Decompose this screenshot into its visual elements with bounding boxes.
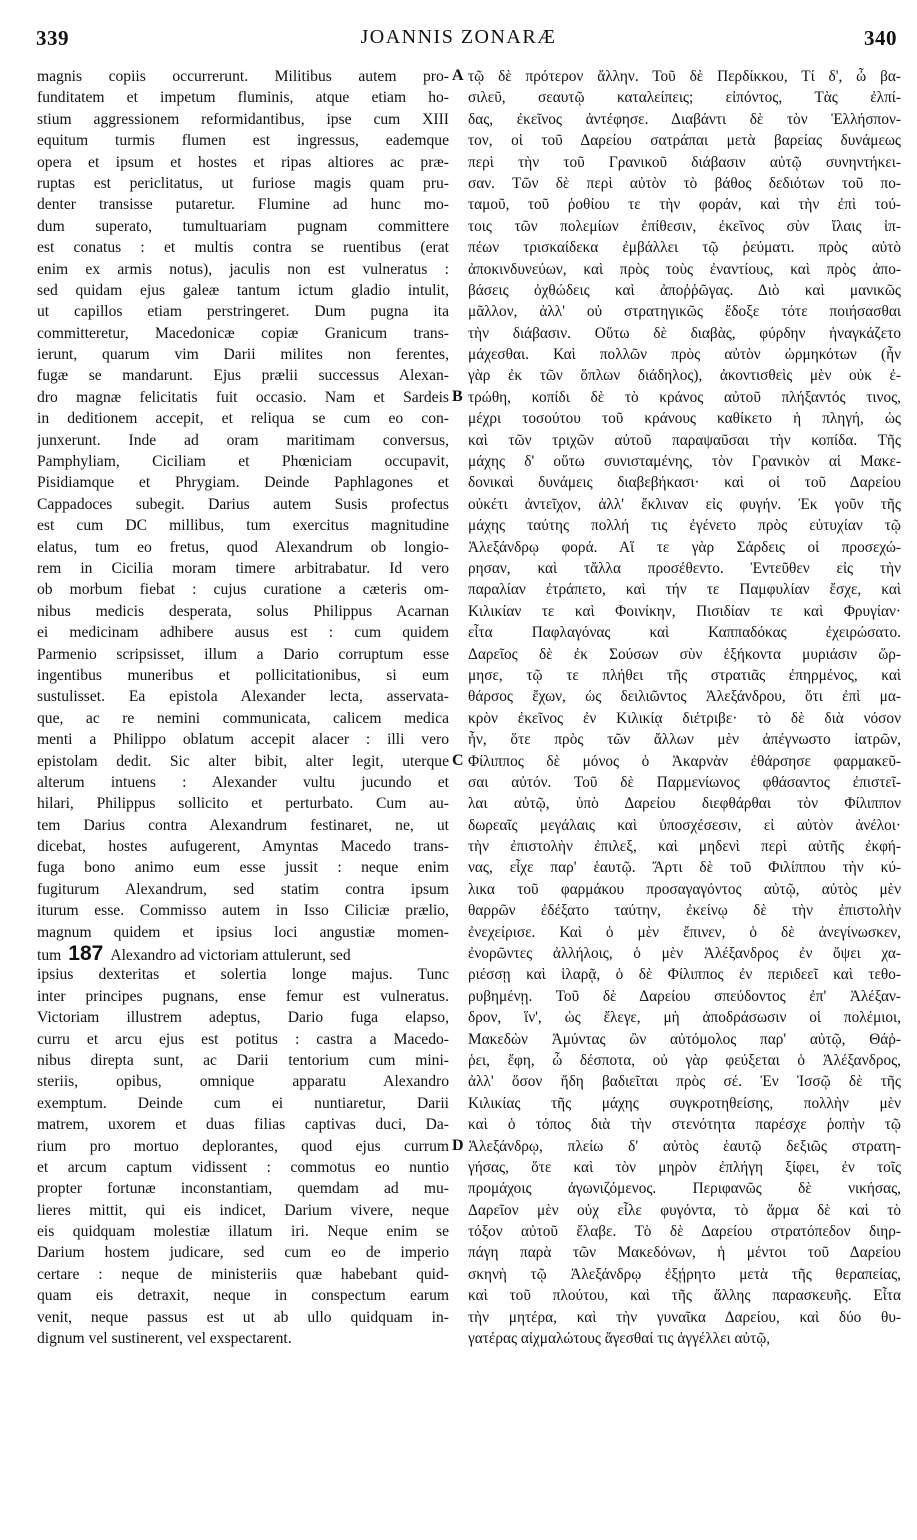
greek-line: ῥει, ἔφη, ὦ δέσποτα, οὐ γὰρ φεύξεται ὁ Ἀλέξανδρος, <box>468 1051 901 1069</box>
latin-line: committeretur, Macedonicæ copiæ Granicum trans- <box>37 324 449 342</box>
latin-line: fugæ se mandarunt. Ejus prælii successus Alexan- <box>37 367 449 385</box>
greek-line: σκηνὴ τῷ Ἀλεξάνδρῳ ἐξῄρητο μετὰ τῆς θεραπείας, <box>468 1265 901 1283</box>
latin-line: venit, neque passus est ut ab ullo quidquam in- <box>37 1308 449 1326</box>
latin-line: est cum DC millibus, tum exercitus magnitudine <box>37 517 449 535</box>
latin-line: epistolam dedit. Sic alter bibit, alter legit, uterque <box>37 752 449 770</box>
greek-line: Κιλικίας τῆς μάχης συγκροτηθείσης, πολλὴν μὲν <box>468 1094 901 1112</box>
latin-line: est conatus : et multis contra se ruentibus (erat <box>37 239 449 257</box>
latin-line: et arcum captum vidissent : commotus eo nuntio <box>37 1158 449 1176</box>
greek-line: θάρσος ἔχων, ὡς δειλιῶντος Ἀλεξάνδρου, ὅτι ἐπὶ μα- <box>468 688 901 706</box>
greek-line: τρώθη, κοπίδι δὲ τὸ κράνος αὐτοῦ πλήξαντός τινος, <box>468 388 901 406</box>
marginal-number: 187 <box>68 943 104 965</box>
greek-line: μέχρι τοσούτου τοῦ κράνους καθίκετο ἡ πληγή, ὡς <box>468 410 901 428</box>
page-number-right: 340 <box>864 26 897 50</box>
latin-line: quam eis detraxit, neque in conspectum earum <box>37 1287 449 1305</box>
greek-line: παραλίαν ἐτράπετο, καὶ τήν τε Παμφυλίαν ἔσχε, καὶ <box>468 581 901 599</box>
greek-line: πέων τρισκαίδεκα ἐμβάλλει τῷ ῥεύματι. πρὸς αὐτὸ <box>468 239 901 257</box>
greek-line: τὴν μητέρα, καὶ τὴν γυναῖκα Δαρείου, καὶ δύο θυ- <box>468 1308 901 1326</box>
greek-line: καὶ τῶν τριχῶν αὐτοῦ παραψαῦσαι τὴν κοπίδα. Τῆς <box>468 431 901 449</box>
latin-line: Pamphyliam, Ciciliam et Phœniciam occupavit, <box>37 453 449 471</box>
latin-line: ob morbum fiebat : cujus curatione a cæteris om- <box>37 581 449 599</box>
greek-line: δρον, ἵν', ὡς ἔλεγε, μὴ ἀποδράσωσιν οἱ πολέμιοι, <box>468 1009 901 1027</box>
latin-line: dro magnæ felicitatis fuit occasio. Nam et Sardeis <box>37 388 449 406</box>
greek-line: ἐνεχείρισε. Καὶ ὁ μὲν ἔπινεν, ὁ δὲ ἀνεγίνωσκεν, <box>468 923 901 941</box>
latin-line: inter principes pugnans, ense femur est vulneratus. <box>37 987 449 1005</box>
latin-line: hilari, Philippus sollicito et perturbato. Cum au- <box>37 795 449 813</box>
greek-line: τοις τῶν πολεμίων ἐπίθεσιν, ἐκεῖνος σὺν ἴλαις ἱπ- <box>468 217 901 235</box>
latin-line: Pisidiamque et Phrygiam. Deinde Paphlagones et <box>37 474 449 492</box>
latin-line: nibus medicis desperata, solus Philippus Acarnan <box>37 602 449 620</box>
greek-line: γατέρας αἰχμαλώτους ἄγεσθαί τις ἀγγέλλει αὐτῷ, <box>468 1330 771 1348</box>
section-marker-b: B <box>452 388 463 405</box>
latin-line: propter fortunæ inconstantiam, quemdam ad mu- <box>37 1180 449 1198</box>
greek-line: γὰρ ἐκ τῶν ὅπλων διάδηλος), ἀκοντισθεὶς μὲν οὐκ ἐ- <box>468 367 901 385</box>
greek-line: Ἀλεξάνδρῳ φορά. Αἵ τε γὰρ Σάρδεις οἱ προσεχώ- <box>468 538 901 556</box>
latin-line: Parmenio scripsisset, illum a Dario corruptum esse <box>37 645 449 663</box>
latin-line: Darium hostem judicare, sed cum eo de imperio <box>37 1244 449 1262</box>
latin-line: magnum quidem et ipsius loci angustiæ momen- <box>37 923 449 941</box>
latin-line: in deditionem accepit, et reliqua se cum eo con- <box>37 410 449 428</box>
greek-line: ἀλλ' ὅσον ἤδη βαδιεῖται πρὸς σέ. Ἐν Ἰσσῷ δὲ τῆς <box>468 1073 901 1091</box>
latin-line: rem in Cicilia moram timere arbitrabatur. Id vero <box>37 559 449 577</box>
latin-line: elatus, tum eo fretus, quod Alexandrum ob longio- <box>37 538 449 556</box>
greek-line: μᾶλλον, ἀλλ' οὐ στρατηγικῶς ἔδοξε τότε ποιήσασθαι <box>468 303 901 321</box>
latin-line: dicebat, hostes aufugerent, Amyntas Macedo trans- <box>37 838 449 856</box>
latin-line: stium aggressionem reformidantibus, ipse cum XIII <box>37 110 449 128</box>
greek-line: σαι αὐτόν. Τοῦ δὲ Παρμενίωνος φθάσαντος ἐπιστεῖ- <box>468 773 901 791</box>
latin-line: certare : neque de ministeriis quæ habebant quid- <box>37 1265 449 1283</box>
greek-line: μάχης ταύτης πολλή τις ἐγένετο πρὸς εὐτυχίαν τῷ <box>468 517 901 535</box>
latin-line: fuga bono animo eum esse jussit : neque enim <box>37 859 449 877</box>
latin-line: Victoriam illustrem adeptus, Dario fuga elapso, <box>37 1009 449 1027</box>
latin-line: tem Darius contra Alexandrum festinaret, ne, ut <box>37 816 449 834</box>
page-header <box>0 26 917 56</box>
greek-line: καὶ τοῦ πλούτου, καὶ τῆς ἄλλης παρασκευῆς. Εἶτα <box>468 1287 901 1305</box>
greek-line: σιλεῦ, σεαυτῷ καταλείπεις; εἰπόντος, Τὰς ἐλπί- <box>468 89 901 107</box>
greek-line: πάγη παρὰ τῶν Μακεδόνων, ἡ μέντοι τοῦ Δαρείου <box>468 1244 901 1262</box>
greek-line: προμάχοις ἀγωνιζόμενος. Περιφανῶς δὲ νικήσας, <box>468 1180 901 1198</box>
latin-line: sed quidam ejus galeæ tantum ictum gladio intulit, <box>37 281 449 299</box>
latin-line: menti a Philippo oblatum accepit alacer : illi vero <box>37 731 449 749</box>
greek-line: καὶ ὁ τόπος διὰ τὴν στενότητα παρέσχε ῥοπὴν τῷ <box>468 1116 901 1134</box>
latin-line: enim ex armis notus), jaculis non est vulneratus : <box>37 260 449 278</box>
greek-line: μησε, τῷ τε πλήθει τῆς στρατιᾶς ἐπηρμένος, καὶ <box>468 666 901 684</box>
greek-line: εἶτα Παφλαγόνας καὶ Καππαδόκας ἐχειρώσατο. <box>468 624 901 642</box>
greek-line: Φίλιππος δὲ μόνος ὁ Ἀκαρνὰν ἐθάρσησε φαρμακεῦ- <box>468 752 901 770</box>
section-marker-c: C <box>452 752 464 769</box>
latin-line-tail: Alexandro ad victoriam attulerunt, sed <box>110 947 351 965</box>
greek-line: ἀποκινδυνεύων, καὶ πρὸς τοὺς ἐναντίους, καὶ πρὸς ἀπο- <box>468 260 901 278</box>
latin-line: alterum intuens : Alexander vultu jucundo et <box>37 773 449 791</box>
greek-line: Κιλικίαν τε καὶ Φοινίκην, Πισιδίαν τε καὶ Φρυγίαν· <box>468 602 901 620</box>
latin-line: eis quidquam molestiæ illatum iri. Neque enim se <box>37 1223 449 1241</box>
section-marker-a: A <box>452 67 464 84</box>
greek-line: γήσας, ὅτε καὶ τὸν μηρὸν ἐπλήγη ξίφει, ἐν τοῖς <box>468 1158 901 1176</box>
greek-line: λαι αὐτῷ, ὑπὸ Δαρείου διεφθάρθαι τὸν Φίλιππον <box>468 795 901 813</box>
greek-line: ρησαν, καὶ τἄλλα προσέθεντο. Ἐντεῦθεν εἰς τὴν <box>468 559 901 577</box>
latin-line: rium pro mortuo deplorantes, quod ejus currum <box>37 1137 449 1155</box>
greek-line: θαρρῶν ἐδέξατο ταύτην, ἐκείνῳ δὲ τὴν ἐπιστολὴν <box>468 902 901 920</box>
greek-column <box>468 66 901 1349</box>
latin-line: sustulisset. Ea epistola Alexander lecta, asservata- <box>37 688 449 706</box>
latin-line: ingentibus muneribus et pollicitationibus, si eum <box>37 666 449 684</box>
latin-line <box>37 943 449 964</box>
greek-line: ταμοῦ, τοῦ ῥοθίου τε τὴν φοράν, καὶ τὴν ἐπὶ τού- <box>468 196 901 214</box>
latin-line: ei medicinam adhibere ausus est : cum quidem <box>37 624 449 642</box>
running-title: JOANNIS ZONARÆ <box>360 26 557 48</box>
greek-line: ρυβημένῃ. Τοῦ δὲ Δαρείου σπεύδοντος ἐπ' Ἀλέξαν- <box>468 987 901 1005</box>
latin-line: dum superato, tumultuariam pugnam committere <box>37 217 449 235</box>
greek-line: σαν. Τῶν δὲ περὶ αὐτὸν τὸ βάθος δεδιότων τοῦ πο- <box>468 174 901 192</box>
greek-line: Δαρεῖον μὲν οὐχ εἷλε φυγόντα, τὸ ἅρμα δὲ καὶ τὸ <box>468 1201 901 1219</box>
latin-line: Cappadoces subegit. Darius autem Susis profectus <box>37 495 449 513</box>
greek-line: τῷ δὲ πρότερον ἄλλην. Τοῦ δὲ Περδίκκου, Τί δ', ὦ βα- <box>468 68 901 85</box>
latin-line: ipsius dexteritas et solertia longe majus. Tunc <box>37 966 449 984</box>
greek-line: μάχεσθαι. Καὶ πολλῶν πρὸς αὐτὸν ὡρμηκότων (ἦν <box>468 346 901 364</box>
latin-line: exemptum. Deinde cum ei nuntiaretur, Darii <box>37 1094 449 1112</box>
greek-line: ριέσσῃ καὶ ἱλαρᾷ, ὁ δὲ Φίλιππος ἐν περιδεεῖ καὶ τεθο- <box>468 966 901 984</box>
greek-line: περὶ τὴν τοῦ Γρανικοῦ διάβασιν αὐτῷ συνηντήκει- <box>468 153 901 171</box>
greek-line: τόξον αὐτοῦ ἔλαβε. Τὸ δὲ Δαρείου στρατόπεδον διηρ- <box>468 1223 901 1241</box>
latin-line: iturum esse. Commisso autem in Isso Ciliciæ prælio, <box>37 902 449 920</box>
latin-line: magnis copiis occurrerunt. Militibus autem pro- <box>37 68 449 85</box>
greek-line: λικα τοῦ φαρμάκου προσαγαγόντος αὐτῷ, αὐτὸς μὲν <box>468 880 901 898</box>
greek-line: οὐκέτι ἀντεῖχον, ἀλλ' ἔκλιναν εἰς φυγήν. Ἐκ γοῦν τῆς <box>468 495 901 513</box>
latin-line: equitum turmis flumen est ingressus, eademque <box>37 132 449 150</box>
page-number-left: 339 <box>36 26 69 50</box>
latin-line: ruptas est periclitatus, ut furiose magis quam pru- <box>37 174 449 192</box>
latin-line: ut capillos etiam perstringeret. Dum pugna ita <box>37 303 449 321</box>
greek-line: τον, οἱ τοῦ Δαρείου σατράπαι μετὰ βαρείας δυνάμεως <box>468 132 901 150</box>
greek-line: Ἀλεξάνδρῳ, πλείω δ' αὐτὸς ἑαυτῷ δεξιῶς στρατη- <box>468 1137 901 1155</box>
greek-line: Μακεδὼν Ἀμύντας ὢν αὐτόμολος παρ' αὐτῷ, Θάῤ- <box>468 1030 901 1048</box>
latin-line: que, ac re nemini communicata, calicem medica <box>37 709 449 727</box>
section-marker-d: D <box>452 1137 464 1154</box>
latin-line: lieres mittit, qui eis indicet, Darium vivere, neque <box>37 1201 449 1219</box>
greek-line: μάχης δ' οὕτω συνισταμένης, τὸν Γρανικὸν αἱ Μακε- <box>468 453 901 471</box>
latin-line: junxerunt. Inde ad oram maritimam conversus, <box>37 431 449 449</box>
greek-line: δας, ἐκεῖνος ἀντέφησε. Διαβάντι δὲ τὸν Ἑλλήσπον- <box>468 110 901 128</box>
greek-line: τὴν διάβασιν. Οὕτω δὲ διαβὰς, φύρδην ἠναγκάζετο <box>468 324 901 342</box>
greek-line: ἦν, ὅτε πρὸς τῶν ἄλλων μὲν ἀπέγνωστο ἰατρῶν, <box>468 731 901 749</box>
latin-column <box>37 66 449 1349</box>
latin-line-head: tum <box>37 947 62 965</box>
greek-line: κρὸν ἐκεῖνος ἐν Κιλικίᾳ διέτριβε· τὸ δὲ διὰ νόσον <box>468 709 901 727</box>
latin-line: matrem, uxorem et duas filias captivas duci, Da- <box>37 1116 449 1134</box>
latin-line: opera et ipsum et hostes et ripas altiores ac præ- <box>37 153 449 171</box>
latin-line: ierunt, quarum vim Darii milites non ferentes, <box>37 346 449 364</box>
latin-line: dignum vel sustinerent, vel exspectarent. <box>37 1330 292 1348</box>
greek-line: τὴν ἐπιστολὴν ἐπιλεξ, καὶ μηδενὶ περὶ αὐτῆς ἐκφή- <box>468 838 901 856</box>
greek-line: Δαρεῖος δὲ ἐκ Σούσων σὺν ἑξήκοντα μυριάσιν ὥρ- <box>468 645 901 663</box>
latin-line: funditatem et impetum fluminis, atque etiam ho- <box>37 89 449 107</box>
latin-line: steriis, opibus, omnique apparatu Alexandro <box>37 1073 449 1091</box>
greek-line: βάσεις ὀχθώδεις καὶ ἀποῤῥῶγας. Διὸ καὶ μανικῶς <box>468 281 901 299</box>
latin-line: denter transisse putaretur. Flumine ad hunc mo- <box>37 196 449 214</box>
latin-line: fugiturum Alexandrum, sed statim contra ipsum <box>37 880 449 898</box>
greek-line: νας, εἶχε παρ' ἑαυτῷ. Ἄρτι δὲ τοῦ Φιλίππου τὴν κύ- <box>468 859 901 877</box>
greek-line: δονικαὶ δυνάμεις διαβεβήκασι· καὶ οἱ τοῦ Δαρείου <box>468 474 901 492</box>
greek-line: δωρεαῖς μεγάλαις καὶ ὑποσχέσεσιν, εἰ αὐτὸν ἀνέλοι· <box>468 816 901 834</box>
greek-line: ἐνορῶντες ἀλλήλοις, ὁ μὲν Ἀλέξανδρος ἐν ὄψει χα- <box>468 945 901 963</box>
latin-line: curru et arcu ejus est potitus : castra a Macedo- <box>37 1030 449 1048</box>
latin-line: nibus direpta sunt, ac Darii tentorium cum mini- <box>37 1051 449 1069</box>
